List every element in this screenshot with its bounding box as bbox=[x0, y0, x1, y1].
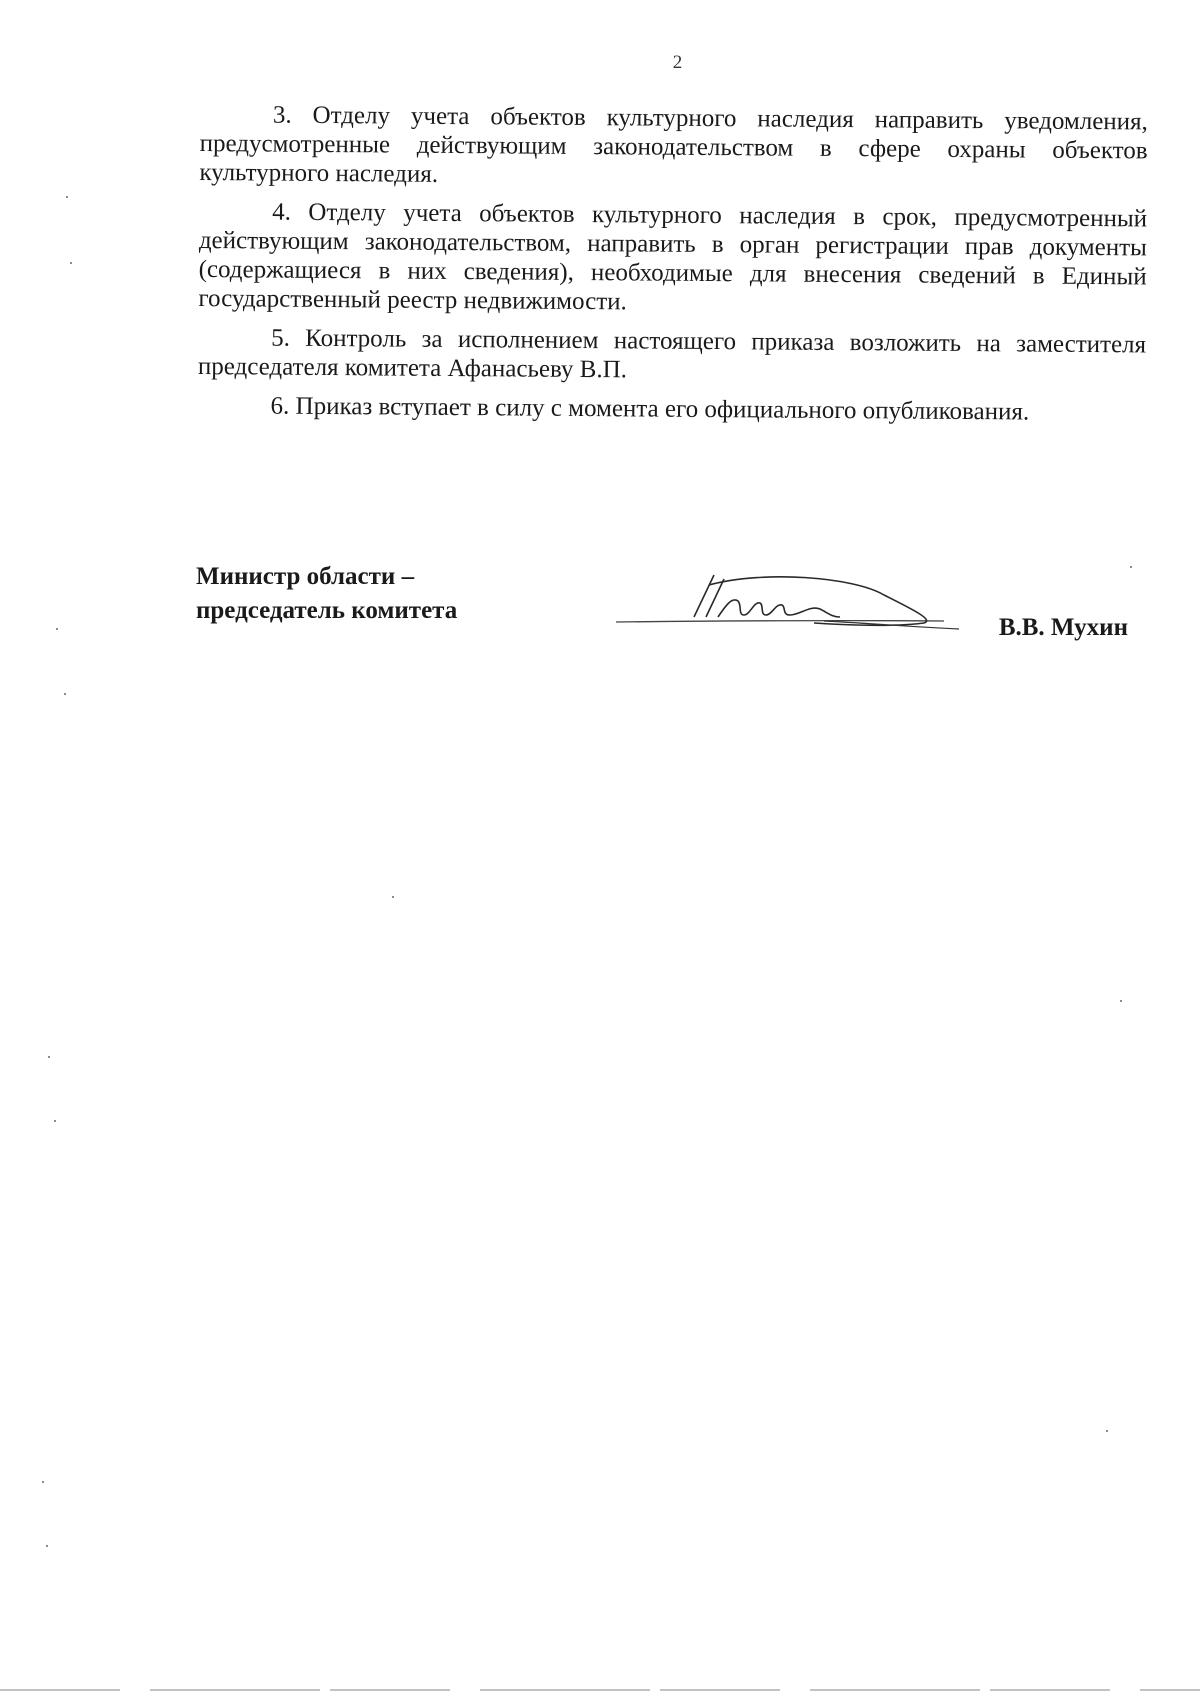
scan-speck bbox=[48, 1056, 50, 1058]
scan-speck bbox=[392, 896, 394, 898]
paragraph-3: 3. Отделу учета объектов культурного наследия направить уведомления, предусмотренные действующим законодательством в сфере охраны объектов культурного наследия. bbox=[199, 101, 1148, 188]
signature-letters-stroke bbox=[694, 575, 840, 617]
signer-name: В.В. Мухин bbox=[998, 614, 1128, 641]
document-body bbox=[197, 100, 1148, 437]
paragraph-6: 6. Приказ вступает в силу с момента его официального опубликования. bbox=[270, 392, 1030, 426]
handwritten-signature bbox=[614, 565, 964, 645]
scan-speck bbox=[1120, 1000, 1122, 1002]
paragraph-4: 4. Отделу учета объектов культурного наследия в срок, предусмотренный действующим законодательством, направить в орган регистрации прав документы (содержащиеся в них сведения), необходимые для внесения сведений в Единый государственный реестр недвижимости. bbox=[198, 198, 1148, 316]
scan-speck bbox=[54, 1120, 56, 1122]
scan-speck bbox=[1130, 566, 1132, 568]
signer-position-line-2: председатель комитета bbox=[196, 597, 458, 624]
scan-speck bbox=[64, 693, 66, 695]
scan-speck bbox=[1106, 1430, 1108, 1432]
scan-speck bbox=[66, 196, 68, 198]
scan-speck bbox=[70, 262, 72, 264]
paragraph-5: 5. Контроль за исполнением настоящего приказа возложить на заместителя председателя комитета Афанасьеву В.П. bbox=[197, 324, 1147, 384]
signature-block bbox=[196, 560, 1156, 650]
page-number: 2 bbox=[672, 52, 683, 73]
scan-bottom-edge bbox=[0, 1689, 1200, 1691]
signer-position-line-1: Министр области – bbox=[196, 563, 415, 590]
signature-loop-stroke bbox=[709, 577, 927, 625]
scan-speck bbox=[42, 1481, 44, 1483]
signer-position bbox=[196, 560, 457, 628]
scan-speck bbox=[46, 1545, 48, 1547]
scan-speck bbox=[56, 628, 58, 630]
signature-base-stroke bbox=[616, 621, 944, 622]
